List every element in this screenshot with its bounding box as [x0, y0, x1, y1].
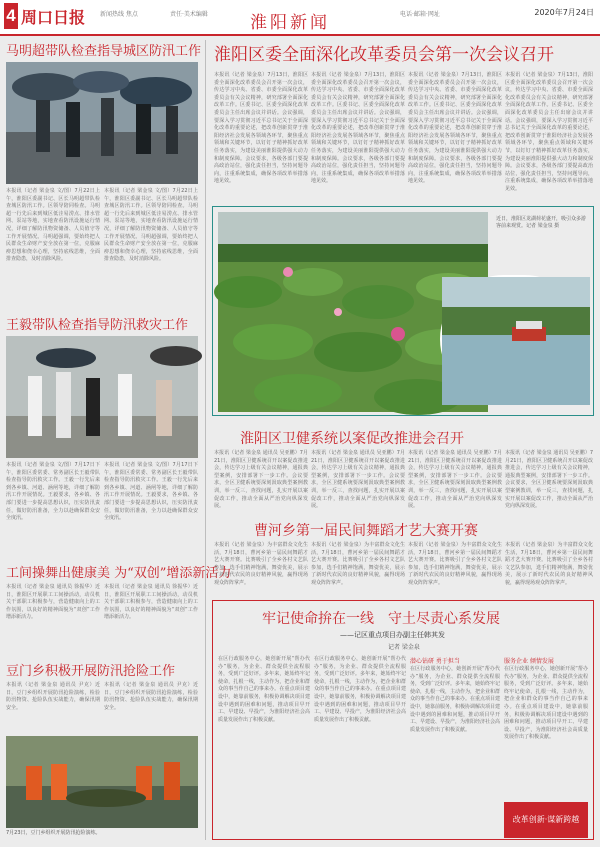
lead-headline: 淮阳区委全面深化改革委员会第一次会议召开: [214, 45, 554, 65]
lead-body-col3: 本报讯（记者 梁金泉）7月13日，淮阳区委全面深化改革委员会召开第一次会议，传达学习中央、省委、市委全面深化改革委员会有关会议精神，研究部署全面深化改革工作。区委书记、区委全面深化改革委员会主任出席会议并讲话。会议强调，要深入学习贯彻习近平总书记关于全面深化改革的重要论述，把改革创新贯穿于淮阳经济社会发展各领域各环节，聚焦重点领域和关键环节，以钉钉子精神抓好改革任务落实，为建设美丽淮阳提供强大动力和制度保障。会议要求，各级各部门要提高政治站位，强化责任担当，坚持问题导向，注重系统集成，确保各项改革举措落地见效。: [408, 72, 502, 185]
story-body-doumen-cont: 本报讯（记者 梁金泉 通讯员 尹克）近日，豆门乡组织开展防汛抢险演练，检验防汛物资、抢险队伍实战能力，确保汛期安全。: [104, 682, 198, 711]
story-body-exercise-cont: 本报讯（记者 梁金泉 通讯员 徐振华）近日，淮阳区开展职工工间操活动，动员机关干部职工积极参与，营造健康向上的工作氛围，以良好的精神面貌为“双创”工作增添新活力。: [104, 584, 198, 621]
feature-body-col3: 在区行政服务中心，她创新开展“帮办代办”服务，为企业、群众提供全流程服务，受到广泛好评。多年来，她始终牢记使命，扎根一线，主动作为，把企业和群众的事当作自己的事来办。在重点项目建设中，她靠前服务，积极协调解决项目建设中遇到的困难和问题，推动项目早开工、早建设、早投产，为淮阳经济社会高质量发展作出了积极贡献。: [410, 666, 501, 733]
health-body-col1: 本报讯（记者 梁金泉 通讯员 吴亚鹏）7月21日，淮阳区卫健系统召开以案促改推进会，传达学习上级有关会议精神，通报典型案例，安排部署下一步工作。会议要求，全区卫健系统要深刻汲取典型案例教训，举一反三，查找问题，扎实开展以案促改工作，推动全面从严治党向纵深发展。: [214, 450, 308, 510]
story-body-wang: 本报讯（记者 梁金泉 文/图）7月17日下午，淮阳区委常委、常务副区长王毅带队检查指导防汛救灾工作。王毅一行先后来到各乡镇、河道、涵闸等地，详细了解防汛工作开展情况。王毅要求，各乡镇、各部门要进一步提高思想认识，压实防汛责任，做好防汛准备，全力以赴确保群众安全度汛。: [6, 462, 100, 522]
photo-lotus-boat: [440, 275, 588, 403]
health-body-col3: 本报讯（记者 梁金泉 通讯员 吴亚鹏）7月21日，淮阳区卫健系统召开以案促改推进会，传达学习上级有关会议精神，通报典型案例，安排部署下一步工作。会议要求，全区卫健系统要深刻汲取典型案例教训，举一反三，查找问题，扎实开展以案促改工作，推动全面从严治党向纵深发展。: [408, 450, 502, 510]
folk-body-col2: 本报讯（记者 梁金泉）为丰富群众文化生活，7月18日，曹河乡第一届民间舞蹈才艺大赛开赛。比赛吸引了全乡各村文艺队参加，选手们精神饱满，舞姿优美，展示了新时代农民的良好精神风貌，赢得现场观众阵阵掌声。: [311, 542, 405, 586]
lead-body-col1: 本报讯（记者 梁金泉）7月13日，淮阳区委全面深化改革委员会召开第一次会议，传达学习中央、省委、市委全面深化改革委员会有关会议精神，研究部署全面深化改革工作。区委书记、区委全面深化改革委员会主任出席会议并讲话。会议强调，要深入学习贯彻习近平总书记关于全面深化改革的重要论述，把改革创新贯穿于淮阳经济社会发展各领域各环节，聚焦重点领域和关键环节，以钉钉子精神抓好改革任务落实，为建设美丽淮阳提供强大动力和制度保障。会议要求，各级各部门要提高政治站位，强化责任担当，坚持问题导向，注重系统集成，确保各项改革举措落地见效。: [214, 72, 308, 185]
lead-body-col4: 本报讯（记者 梁金泉）7月13日，淮阳区委全面深化改革委员会召开第一次会议，传达学习中央、省委、市委全面深化改革委员会有关会议精神，研究部署全面深化改革工作。区委书记、区委全面深化改革委员会主任出席会议并讲话。会议强调，要深入学习贯彻习近平总书记关于全面深化改革的重要论述，把改革创新贯穿于淮阳经济社会发展各领域各环节，聚焦重点领域和关键环节，以钉钉子精神抓好改革任务落实，为建设美丽淮阳提供强大动力和制度保障。会议要求，各级各部门要提高政治站位，强化责任担当，坚持问题导向，注重系统集成，确保各项改革举措落地见效。: [505, 72, 593, 192]
folk-body-col3: 本报讯（记者 梁金泉）为丰富群众文化生活，7月18日，曹河乡第一届民间舞蹈才艺大赛开赛。比赛吸引了全乡各村文艺队参加，选手们精神饱满，舞姿优美，展示了新时代农民的良好精神风貌，赢得现场观众阵阵掌声。: [408, 542, 502, 586]
feature-byline: 记者 梁金泉: [388, 644, 420, 651]
feature-subtitle: ——记区重点项目办副主任韩其发: [340, 631, 445, 639]
header-contact: 电话·邮箱·网址: [400, 11, 440, 18]
header-meta-2: 责任·美术编辑: [170, 11, 208, 18]
photo-flood-drill: [6, 736, 198, 828]
health-body-col2: 本报讯（记者 梁金泉 通讯员 吴亚鹏）7月21日，淮阳区卫健系统召开以案促改推进会，传达学习上级有关会议精神，通报典型案例，安排部署下一步工作。会议要求，全区卫健系统要深刻汲取典型案例教训，举一反三，查找问题，扎实开展以案促改工作，推动全面从严治党向纵深发展。: [311, 450, 405, 510]
story-body-doumen: 本报讯（记者 梁金泉 通讯员 尹克）近日，豆门乡组织开展防汛抢险演练，检验防汛物资、抢险队伍实战能力，确保汛期安全。: [6, 682, 100, 711]
feature-body-col1: 在区行政服务中心，她创新开展“帮办代办”服务，为企业、群众提供全流程服务，受到广泛好评。多年来，她始终牢记使命，扎根一线，主动作为，把企业和群众的事当作自己的事来办。在重点项目建设中，她靠前服务，积极协调解决项目建设中遇到的困难和问题，推动项目早开工、早建设、早投产，为淮阳经济社会高质量发展作出了积极贡献。: [218, 656, 310, 723]
issue-date: 2020年7月24日: [534, 8, 594, 17]
story-title-ma: 马明超带队检查指导城区防汛工作: [6, 44, 202, 59]
feature-body-col2: 在区行政服务中心，她创新开展“帮办代办”服务，为企业、群众提供全流程服务，受到广泛好评。多年来，她始终牢记使命，扎根一线，主动作为，把企业和群众的事当作自己的事来办。在重点项目建设中，她靠前服务，积极协调解决项目建设中遇到的困难和问题，推动项目早开工、早建设、早投产，为淮阳经济社会高质量发展作出了积极贡献。: [314, 656, 406, 723]
header-meta-1: 新闻热线 焦点: [100, 11, 138, 18]
lead-body-col2: 本报讯（记者 梁金泉）7月13日，淮阳区委全面深化改革委员会召开第一次会议，传达学习中央、省委、市委全面深化改革委员会有关会议精神，研究部署全面深化改革工作。区委书记、区委全面深化改革委员会主任出席会议并讲话。会议强调，要深入学习贯彻习近平总书记关于全面深化改革的重要论述，把改革创新贯穿于淮阳经济社会发展各领域各环节，聚焦重点领域和关键环节，以钉钉子精神抓好改革任务落实，为建设美丽淮阳提供强大动力和制度保障。会议要求，各级各部门要提高政治站位，强化责任担当，坚持问题导向，注重系统集成，确保各项改革举措落地见效。: [311, 72, 405, 185]
feature-body-col4: 在区行政服务中心，她创新开展“帮办代办”服务，为企业、群众提供全流程服务，受到广泛好评。多年来，她始终牢记使命，扎根一线，主动作为，把企业和群众的事当作自己的事来办。在重点项目建设中，她靠前服务，积极协调解决项目建设中遇到的困难和问题，推动项目早开工、早建设、早投产，为淮阳经济社会高质量发展作出了积极贡献。: [504, 666, 588, 741]
section-title: 淮阳新闻: [250, 13, 330, 33]
feature-subhead-2: 服务企业 倾情发展: [504, 658, 554, 665]
headline-folk-dance: 曹河乡第一届民间舞蹈才艺大赛开赛: [254, 523, 478, 539]
story-body-wang-cont: 本报讯（记者 梁金泉 文/图）7月17日下午，淮阳区委常委、常务副区长王毅带队检查指导防汛救灾工作。王毅一行先后来到各乡镇、河道、涵闸等地，详细了解防汛工作开展情况。王毅要求，各乡镇、各部门要进一步提高思想认识，压实防汛责任，做好防汛准备，全力以赴确保群众安全度汛。: [104, 462, 198, 522]
feature-headline: 牢记使命拚在一线 守土尽责心系发展: [262, 611, 500, 627]
photo-caption-lotus: 近日，淮阳区龙湖荷花盛开，吸引众多游客前来观赏。记者 梁金泉 摄: [496, 216, 587, 229]
photo-caption-doumen: 7月23日，豆门乡组织开展防汛抢险演练。: [6, 830, 101, 836]
folk-body-col4: 本报讯（记者 梁金泉）为丰富群众文化生活，7月18日，曹河乡第一届民间舞蹈才艺大赛开赛。比赛吸引了全乡各村文艺队参加，选手们精神饱满，舞姿优美，展示了新时代农民的良好精神风貌，赢得现场观众阵阵掌声。: [505, 542, 593, 586]
photo-rescue-inspection: [6, 336, 198, 458]
feature-subhead-1: 潜心钻研 勇于担当: [410, 658, 460, 665]
page-number: 4: [4, 3, 18, 29]
newspaper-brand: 周口日报: [21, 8, 86, 27]
health-body-col4: 本报讯（记者 梁金泉 通讯员 吴亚鹏）7月21日，淮阳区卫健系统召开以案促改推进会，传达学习上级有关会议精神，通报典型案例，安排部署下一步工作。会议要求，全区卫健系统要深刻汲取典型案例教训，举一反三，查找问题，扎实开展以案促改工作，推动全面从严治党向纵深发展。: [505, 450, 593, 510]
story-body-ma-cont: 本报讯（记者 梁金泉 文/图）7月22日上午，淮阳区委副书记、区长马明超带队检查城区防汛工作。区领导陪同检查。马明超一行先后来到城区低洼易涝点、排水管网、泵站等地，实地查看防汛设施运行情况，详细了解防汛物资储备、人员值守等工作开展情况。马明超强调，要始终把人民群众生命财产安全放在第一位，克服麻痹思想和侥幸心理，坚持底线思维，全面排查隐患，及时消除风险。: [104, 188, 198, 263]
story-title-doumen: 豆门乡积极开展防汛抢险工作: [6, 664, 176, 679]
story-title-wang: 王毅带队检查指导防汛救灾工作: [6, 318, 189, 333]
story-body-exercise: 本报讯（记者 梁金泉 通讯员 徐振华）近日，淮阳区开展职工工间操活动，动员机关干部职工积极参与，营造健康向上的工作氛围，以良好的精神面貌为“双创”工作增添新活力。: [6, 584, 100, 621]
feature-footer-band: 改革创新·谋新跨越: [504, 802, 588, 838]
photo-flood-inspection: [6, 62, 198, 184]
folk-body-col1: 本报讯（记者 梁金泉）为丰富群众文化生活，7月18日，曹河乡第一届民间舞蹈才艺大赛开赛。比赛吸引了全乡各村文艺队参加，选手们精神饱满，舞姿优美，展示了新时代农民的良好精神风貌，赢得现场观众阵阵掌声。: [214, 542, 308, 586]
story-title-exercise: 工间操舞出健康美 为“双创”增添新活力: [6, 566, 232, 581]
story-body-ma: 本报讯（记者 梁金泉 文/图）7月22日上午，淮阳区委副书记、区长马明超带队检查城区防汛工作。区领导陪同检查。马明超一行先后来到城区低洼易涝点、排水管网、泵站等地，实地查看防汛设施运行情况，详细了解防汛物资储备、人员值守等工作开展情况。马明超强调，要始终把人民群众生命财产安全放在第一位，克服麻痹思想和侥幸心理，坚持底线思维，全面排查隐患，及时消除风险。: [6, 188, 100, 263]
headline-health: 淮阳区卫健系统以案促改推进会召开: [240, 431, 464, 447]
column-divider: [205, 40, 206, 840]
